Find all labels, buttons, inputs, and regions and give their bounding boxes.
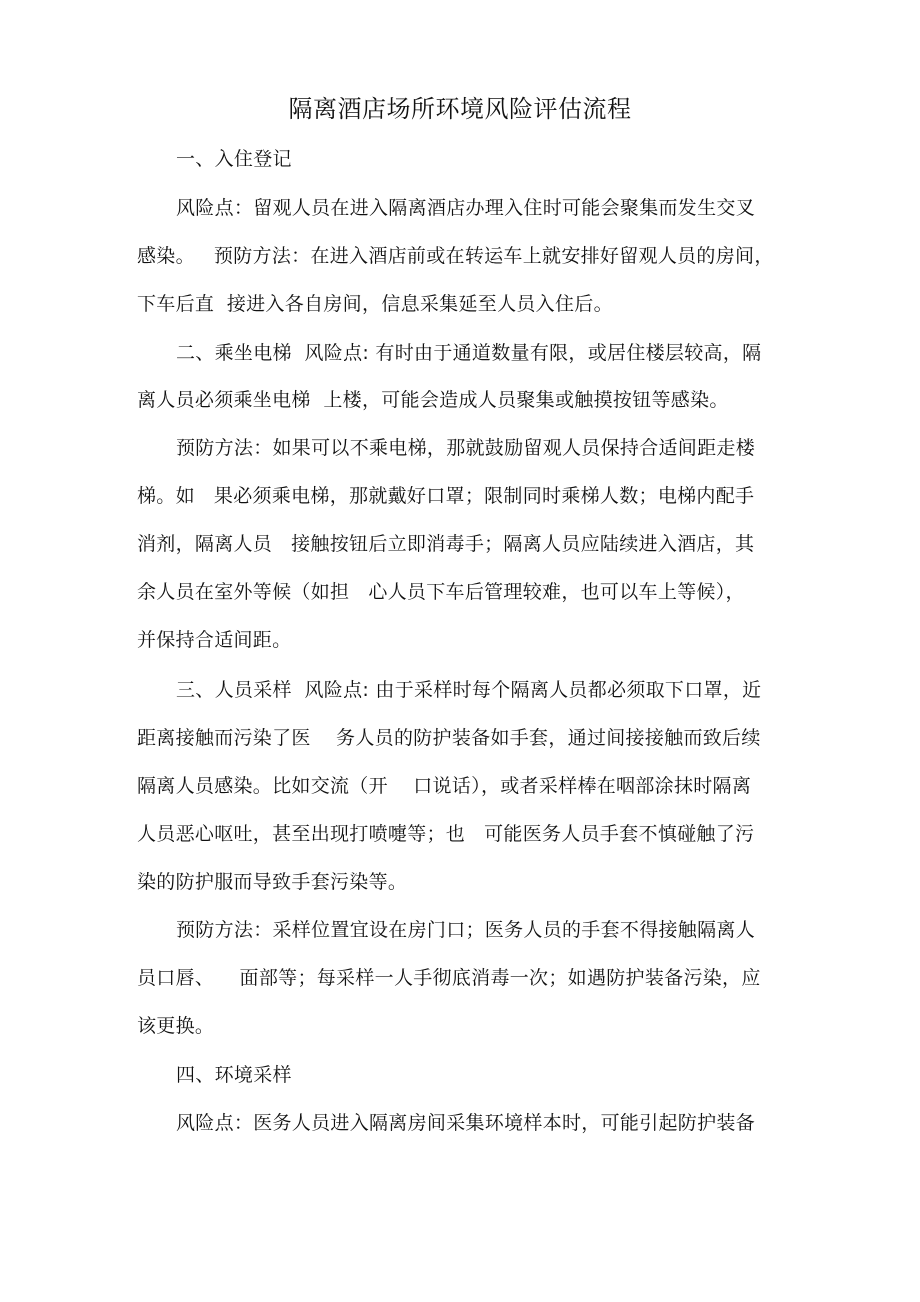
paragraph-line: 风险点：医务人员进入隔离房间采集环境样本时，可能引起防护装备	[176, 1112, 756, 1134]
paragraph-line: 隔离人员感染。比如交流（开 口说话），或者采样棒在咽部涂抹时隔离	[137, 775, 752, 797]
document-title: 隔离酒店场所环境风险评估流程	[288, 95, 632, 123]
paragraph-line: 该更换。	[137, 1015, 215, 1037]
paragraph-line: 消剂，隔离人员 接触按钮后立即消毒手；隔离人员应陆续进入酒店，其	[137, 533, 755, 555]
paragraph-line: 预防方法：采样位置宜设在房门口；医务人员的手套不得接触隔离人	[176, 919, 756, 941]
section-heading-elevator: 二、乘坐电梯 风险点: 有时由于通道数量有限，或居住楼层较高，隔	[176, 342, 762, 364]
paragraph-line: 预防方法：如果可以不乘电梯，那就鼓励留观人员保持合适间距走楼	[176, 437, 756, 459]
paragraph-line: 感染。 预防方法：在进入酒店前或在转运车上就安排好留观人员的房间，	[137, 245, 774, 267]
paragraph-line: 余人员在室外等候（如担 心人员下车后管理较难，也可以车上等候），	[137, 581, 745, 603]
paragraph-line: 离人员必须乘坐电梯 上楼，可能会造成人员聚集或触摸按钮等感染。	[137, 389, 729, 411]
section-heading-environment-sampling: 四、环境采样	[176, 1064, 292, 1086]
paragraph-line: 风险点：留观人员在进入隔离酒店办理入住时可能会聚集而发生交叉	[176, 197, 756, 219]
paragraph-line: 梯。如 果必须乘电梯，那就戴好口罩；限制同时乘梯人数；电梯内配手	[137, 485, 755, 507]
paragraph-line: 人员恶心呕吐，甚至出现打喷嚏等；也 可能医务人员手套不慎碰触了污	[137, 823, 755, 845]
paragraph-line: 下车后直 接进入各自房间，信息采集延至人员入住后。	[137, 293, 613, 315]
section-heading-check-in: 一、入住登记	[176, 148, 292, 170]
paragraph-line: 并保持合适间距。	[137, 629, 292, 651]
section-heading-sampling: 三、人员采样 风险点: 由于采样时每个隔离人员都必须取下口罩，近	[176, 679, 762, 701]
paragraph-line: 员口唇、 面部等；每采样一人手彻底消毒一次；如遇防护装备污染，应	[137, 967, 761, 989]
paragraph-line: 染的防护服而导致手套污染等。	[137, 871, 408, 893]
paragraph-line: 距离接触而污染了医 务人员的防护装备如手套，通过间接接触而致后续	[137, 727, 761, 749]
